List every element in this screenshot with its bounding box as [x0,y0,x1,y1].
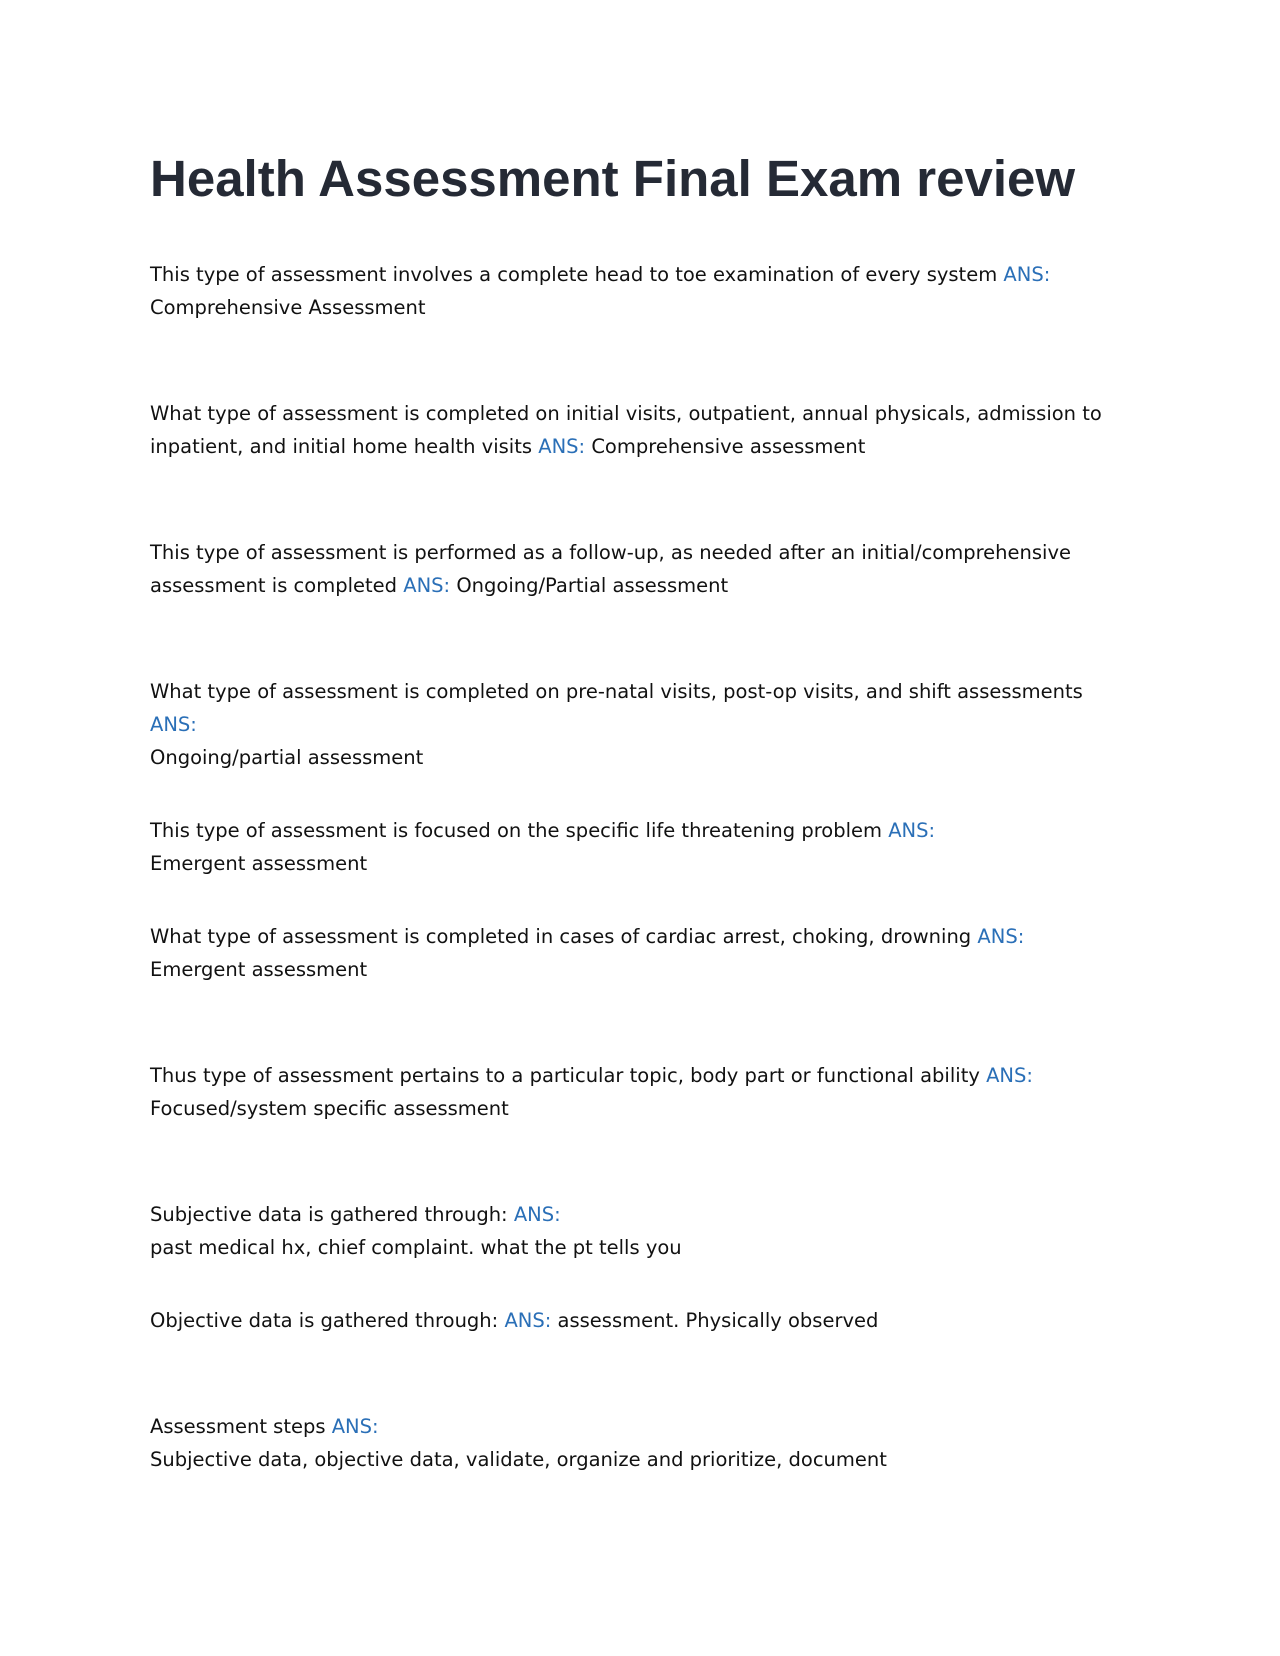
answer-text: assessment. Physically observed [557,1309,879,1332]
qa-item-8 [150,1198,1110,1264]
answer-text: Emergent assessment [150,852,368,875]
qa-item-10 [150,1410,1110,1476]
page-title: Health Assessment Final Exam review [150,150,1076,207]
question-text: Objective data is gathered through: [150,1309,499,1332]
answer-marker: ANS: [504,1309,552,1332]
qa-item-3 [150,536,1110,602]
qa-item-1 [150,258,1110,324]
answer-text: Emergent assessment [150,958,368,981]
qa-item-6 [150,920,1110,986]
answer-marker: ANS: [1003,263,1051,286]
question-text: Assessment steps [150,1415,326,1438]
question-text: This type of assessment involves a complete head to toe examination of every system [150,263,998,286]
answer-marker: ANS: [513,1203,561,1226]
question-text: Subjective data is gathered through: [150,1203,508,1226]
qa-item-4 [150,675,1110,774]
answer-text: Comprehensive assessment [591,435,866,458]
qa-item-9 [150,1304,1110,1337]
answer-marker: ANS: [538,435,586,458]
question-text: Thus type of assessment pertains to a particular topic, body part or functional ability [150,1064,980,1087]
answer-text: Subjective data, objective data, validate, organize and prioritize, document [150,1448,887,1471]
answer-marker: ANS: [977,925,1025,948]
answer-marker: ANS: [986,1064,1033,1087]
answer-marker: ANS: [331,1415,379,1438]
answer-text: Ongoing/partial assessment [150,746,424,769]
answer-marker: ANS: [888,819,936,842]
qa-item-5 [150,814,1110,880]
question-text: What type of assessment is completed on initial visits, outpatient, annual physicals, admission to inpatient, and initial home health visits [150,402,1102,458]
question-text: This type of assessment is performed as a follow-up, as needed after an initial/comprehensive assessment is completed [150,541,1072,597]
question-text: What type of assessment is completed in cases of cardiac arrest, choking, drowning [150,925,972,948]
qa-item-2 [150,397,1110,463]
question-text: This type of assessment is focused on the specific life threatening problem [150,819,883,842]
answer-text: past medical hx, chief complaint. what the pt tells you [150,1236,682,1259]
answer-marker: ANS: [403,574,451,597]
answer-marker: ANS: [150,713,197,736]
qa-item-7 [150,1059,1110,1125]
answer-text: Ongoing/Partial assessment [456,574,729,597]
answer-text: Focused/system specific assessment [150,1097,509,1120]
question-text: What type of assessment is completed on pre-natal visits, post-op visits, and shift assessments [150,680,1083,703]
answer-text: Comprehensive Assessment [150,296,426,319]
